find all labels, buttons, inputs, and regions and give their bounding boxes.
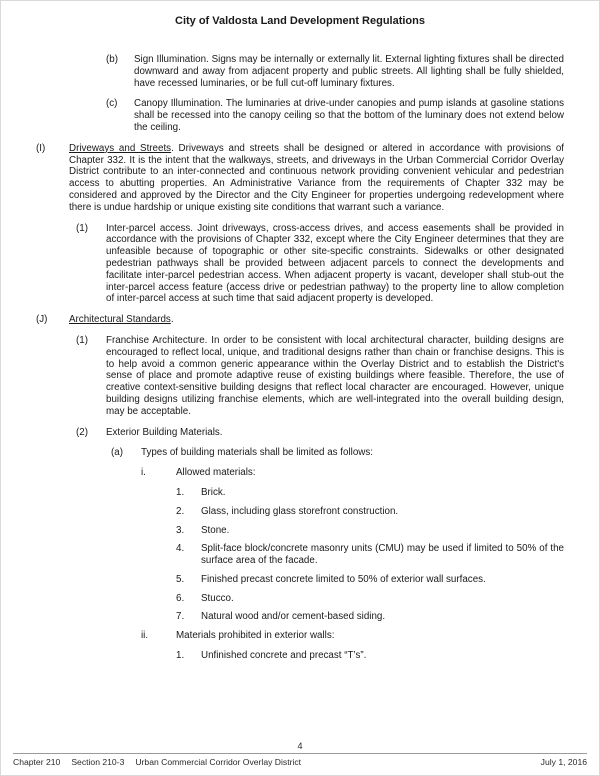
item-text: Driveways and Streets. Driveways and streets shall be designed or altered in accordance with provisions of Chapter 332. It is the intent that the walkways, streets, and driveways in the Urban Commercial Corridor Overlay District contribute to an inter-connected and continuous network providing convenient vehicular and pedestrian access to abutting properties. An Administrative Variance from the requirements of Chapter 332 may be considered and approved by the Director and the City Engineer for properties undergoing redevelopment where there is undue hardship or unique existing site conditions that warrant such a variance. bbox=[69, 142, 564, 213]
item-label: (a) bbox=[111, 447, 123, 459]
item-label: 5. bbox=[176, 573, 185, 585]
item-text: Finished precast concrete limited to 50% of exterior wall surfaces. bbox=[201, 573, 486, 585]
item-text: Split-face block/concrete masonry units (CMU) may be used if limited to 50% of the surface area of the facade. bbox=[201, 543, 564, 567]
item-text: Allowed materials: bbox=[176, 467, 256, 479]
item-label: (b) bbox=[106, 54, 118, 65]
item-5-finished-precast-concrete bbox=[176, 574, 564, 586]
item-2-exterior-building-materials bbox=[76, 427, 564, 439]
item-1-franchise-architecture bbox=[76, 335, 564, 418]
item-label: (J) bbox=[36, 314, 48, 326]
item-j-architectural-standards bbox=[36, 314, 564, 326]
item-label: 7. bbox=[176, 611, 185, 623]
item-text: Types of building materials shall be limited as follows: bbox=[141, 447, 373, 459]
item-7-natural-wood-siding bbox=[176, 611, 564, 623]
item-label: ii. bbox=[141, 630, 149, 642]
item-text: Stone. bbox=[201, 524, 230, 536]
footer-date: July 1, 2016 bbox=[540, 757, 587, 767]
item-b-sign-illumination bbox=[106, 54, 564, 89]
item-label: 4. bbox=[176, 543, 185, 555]
item-label: (2) bbox=[76, 426, 88, 438]
item-text: Franchise Architecture. In order to be consistent with local architectural character, building designs are encouraged to reflect local, unique, and traditional designs rather than chain or franchise designs. This is to help avoid a common generic appearance within the Overlay District and to establish the District's sense of place and promote adaptive reuse of existing buildings where feasible. Therefore, the use of creative context-sensitive building designs that reflect local character are encouraged. However, unique building designs utilizing franchise elements, which are well-integrated into the overall building design, may be acceptable. bbox=[106, 334, 564, 417]
item-1-brick bbox=[176, 487, 564, 499]
item-label: 3. bbox=[176, 524, 185, 536]
item-text: Architectural Standards. bbox=[69, 314, 174, 326]
underlined-heading: Architectural Standards bbox=[69, 314, 171, 326]
item-text: Unfinished concrete and precast “T’s”. bbox=[201, 650, 367, 662]
underlined-heading: Driveways and Streets bbox=[69, 142, 172, 154]
footer-section: Section 210-3 bbox=[71, 757, 125, 767]
footer-district: Urban Commercial Corridor Overlay District bbox=[135, 757, 302, 767]
item-text: Sign Illumination. Signs may be internally or externally lit. External lighting fixtures shall be directed downward and away from adjacent property and public streets. All lighting shall be fully shielded, have recessed luminaries, or be full cut-off luminary fixtures. bbox=[134, 54, 564, 89]
page-number: 4 bbox=[297, 741, 303, 751]
item-text: Brick. bbox=[201, 486, 226, 498]
item-i-driveways-and-streets bbox=[36, 143, 564, 214]
footer-chapter: Chapter 210 bbox=[13, 757, 61, 767]
item-text: Natural wood and/or cement-based siding. bbox=[201, 611, 386, 623]
item-ii-prohibited-materials bbox=[141, 630, 564, 642]
item-2-glass bbox=[176, 506, 564, 518]
item-text: Canopy Illumination. The luminaries at drive-under canopies and pump islands at gasoline stations shall be recessed into the canopy ceiling so that the bottom of the luminary does not extend below the ceiling. bbox=[134, 98, 564, 133]
item-text: Exterior Building Materials. bbox=[106, 426, 223, 438]
item-label: (I) bbox=[36, 142, 46, 154]
footer-chapter-info bbox=[13, 757, 312, 768]
item-text: Stucco. bbox=[201, 592, 234, 604]
item-label: (1) bbox=[76, 222, 88, 234]
item-label: (c) bbox=[106, 98, 118, 110]
item-label: 2. bbox=[176, 505, 185, 517]
item-1-unfinished-concrete bbox=[176, 650, 564, 662]
item-4-split-face-block bbox=[176, 543, 564, 567]
item-3-stone bbox=[176, 525, 564, 537]
item-text: Glass, including glass storefront construction. bbox=[201, 505, 399, 517]
item-c-canopy-illumination bbox=[106, 98, 564, 133]
item-label: 6. bbox=[176, 592, 185, 604]
item-label: 1. bbox=[176, 486, 185, 498]
page-title: City of Valdosta Land Development Regulations bbox=[175, 15, 425, 27]
item-1-inter-parcel-access bbox=[76, 223, 564, 306]
item-text: Inter-parcel access. Joint driveways, cross-access drives, and access easements shall be provided in accordance with the provisions of Chapter 332, except where the City Engineer determines that they are unfeasible because of topographic or other site-specific constraints. Sidewalks or other designated pedestrian pathways shall be provided between adjacent parcels to connect the developments and facilitate inter-parcel pedestrian access. When adjacent property is vacant, developer shall stub-out the inter-parcel access feature (access drive or pedestrian pathway) to the property line to allow completion of inter-parcel access at such time that said adjacent property is developed. bbox=[106, 222, 564, 305]
item-label: i. bbox=[141, 467, 146, 479]
item-a-types-of-materials bbox=[111, 447, 564, 459]
item-text: Materials prohibited in exterior walls: bbox=[176, 630, 335, 642]
item-6-stucco bbox=[176, 593, 564, 605]
page-footer bbox=[13, 741, 587, 768]
item-label: (1) bbox=[76, 334, 88, 346]
footer-divider bbox=[13, 753, 587, 754]
item-label: 1. bbox=[176, 650, 185, 662]
item-i-allowed-materials bbox=[141, 467, 564, 479]
